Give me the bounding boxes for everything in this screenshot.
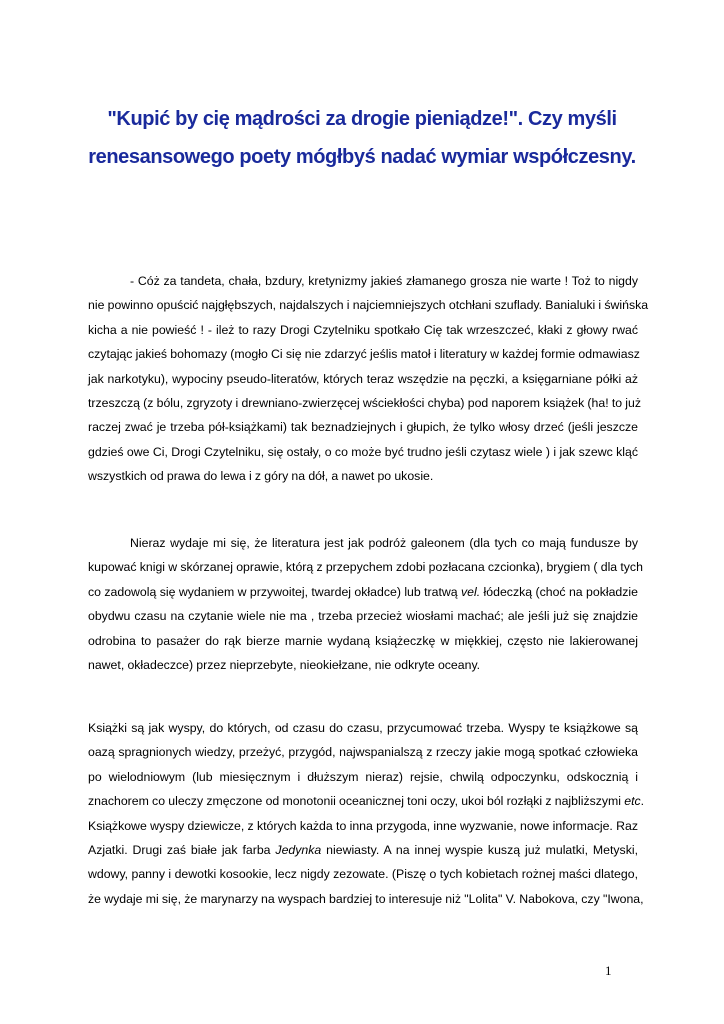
paragraph-2 (88, 531, 643, 677)
text-line: raczej zwać je trzeba pół-książkami) tak beznadziejnych i głupich, że tylko włosy drzeć (jeśli jeszcze (88, 420, 638, 435)
text-line: odrobina to pasażer do rąk bierze marnie wydaną książeczkę w miękkiej, często nie lakierowanej (88, 633, 638, 648)
text-line: nie powinno opuścić najgłębszych, najdalszych i najciemniejszych otchłani szuflady. Banialuki i świńska (88, 298, 649, 313)
text-line: Książkowe wyspy dziewicze, z których każda to inna przygoda, inne wyzwanie, nowe informacje. Raz (88, 818, 638, 833)
text-line: że wydaje mi się, że marynarzy na wyspach bardziej to interesuje niż "Lolita" V. Nabokova, czy "Iwona, (88, 891, 644, 906)
text-line: po wielodniowym (lub miesięcznym i dłuższym nieraz) rejsie, chwilą odpoczynku, odskocznią i (88, 769, 638, 784)
paragraph-1 (88, 269, 649, 489)
text-fragment: co zadowolą się wydaniem w przywoitej, twardej okładce) lub tratwą (88, 584, 462, 599)
text-line: nawet, okładeczce) przez nieprzebyte, nieokiełzane, nie odkryte oceany. (88, 658, 481, 673)
text-line: obydwu czasu na czytanie wiele nie ma , trzeba przecież wiosłami machać; ale jeśli już się znajdzie (88, 609, 638, 624)
italic-fragment: vel. (461, 584, 481, 599)
text-fragment: znachorem co uleczy zmęczone od monotonii oceanicznej toni oczy, ukoi ból rozłąki z najbliższymi (88, 794, 625, 809)
text-line: wdowy, panny i dewotki kosookie, lecz nigdy zezowate. (Piszę o tych kobietach rożnej maści dlatego, (88, 867, 638, 882)
title-line-1: "Kupić by cię mądrości za drogie pieniądze!". Czy myśli (107, 108, 617, 130)
text-fragment: Azjatki. Drugi zaś białe jak farba (88, 843, 276, 858)
text-line: Książki są jak wyspy, do których, od czasu do czasu, przycumować trzeba. Wyspy te książkowe są (88, 721, 638, 735)
text-fragment: łódeczką (choć na pokładzie (480, 584, 638, 599)
page-title (60, 100, 664, 176)
text-line: czytając jakieś bohomazy (mogło Ci się nie zdarzyć jeślis matoł i literatury w każdej formie odmawiasz (88, 347, 640, 362)
text-line: kicha a nie powieść ! - ileż to razy Drogi Czytelniku spotkało Cię tak wrzeszczeć, kłaki z głowy rwać (88, 322, 638, 337)
page-number: 1 (605, 963, 612, 978)
text-line (88, 838, 638, 862)
text-line: wszystkich od prawa do lewa i z góry na dół, a nawet po ukosie. (88, 469, 434, 484)
text-fragment: . (640, 794, 645, 809)
text-line (88, 789, 645, 813)
text-line: trzeszczą (z bólu, zgryzoty i drewniano-zwierzęcej wściekłości chyba) pod naporem książek (ha! to już (88, 396, 642, 411)
paragraph-3 (88, 716, 645, 911)
italic-fragment: etc (624, 794, 641, 809)
text-line: gdzieś owe Ci, Drogi Czytelniku, się ostały, o co może być trudno jeśli czytasz wiele ) i jak szewc kląć (88, 444, 638, 459)
text-line (88, 580, 638, 604)
title-line-2: renesansowego poety mógłbyś nadać wymiar współczesny. (88, 146, 636, 168)
text-line: jak narkotyku), wypociny pseudo-literatów, których teraz wszędzie na pęczki, a księgarniane półki aż (88, 371, 638, 386)
text-line: kupować knigi w skórzanej oprawie, którą z przepychem zdobi pozłacana czcionka), brygiem ( dla tych (88, 560, 643, 575)
text-line: - Cóż za tandeta, chała, bzdury, kretynizmy jakieś złamanego grosza nie warte ! Toż to nigdy (130, 274, 638, 288)
text-line: oazą spragnionych wiedzy, przeżyć, przygód, najwspanialszą z rzeczy jakie mogą spotkać człowieka (88, 745, 638, 760)
text-line: Nieraz wydaje mi się, że literatura jest jak podróż galeonem (dla tych co mają fundusze by (130, 536, 638, 550)
italic-fragment: Jedynka (275, 843, 322, 858)
text-fragment: niewiasty. A na innej wyspie kuszą już mulatki, Metyski, (321, 843, 638, 858)
